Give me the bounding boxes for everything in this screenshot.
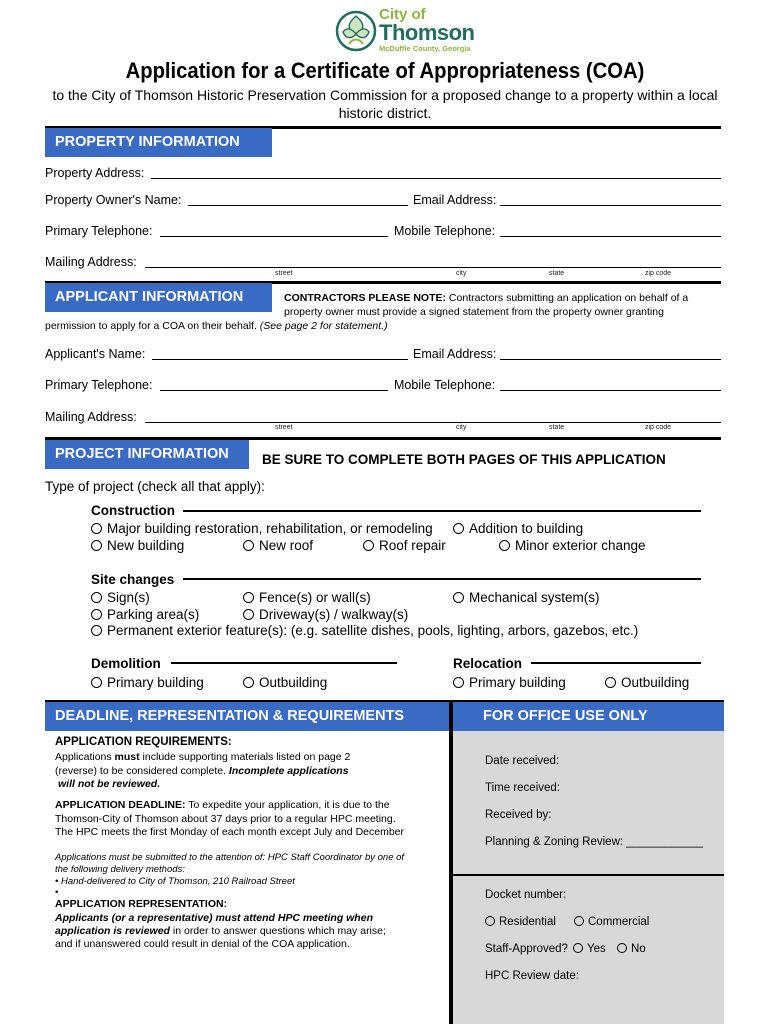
req-incomplete: Incomplete applications bbox=[228, 765, 349, 777]
representation-line2 bbox=[55, 925, 386, 939]
option-label: Outbuilding bbox=[621, 675, 690, 690]
submission-line1: Applications must be submitted to the attention of: HPC Staff Coordinator by one of bbox=[55, 852, 405, 863]
radio-icon bbox=[243, 540, 254, 551]
option-label: Roof repair bbox=[379, 538, 446, 553]
option-new-building[interactable] bbox=[91, 538, 184, 553]
radio-icon bbox=[499, 540, 510, 551]
req-text: Applications bbox=[55, 751, 115, 763]
site-changes-heading: Site changes bbox=[91, 572, 175, 587]
option-major-restoration[interactable] bbox=[91, 521, 433, 536]
option-label: Primary building bbox=[107, 675, 204, 690]
property-address-field[interactable] bbox=[151, 167, 721, 179]
option-label: Commercial bbox=[588, 916, 650, 928]
applicant-mobile-label: Mobile Telephone: bbox=[394, 378, 496, 392]
site-changes-rule bbox=[183, 578, 701, 580]
owner-phone-field[interactable] bbox=[160, 225, 388, 237]
city-logo bbox=[335, 6, 480, 56]
street-caption: street bbox=[275, 424, 293, 431]
docket-number-label: Docket number: bbox=[485, 889, 567, 901]
applicant-email-label: Email Address: bbox=[413, 347, 497, 361]
option-label: Residential bbox=[499, 916, 556, 928]
radio-icon bbox=[574, 916, 584, 926]
requirements-line3: will not be reviewed. bbox=[58, 778, 161, 790]
applicant-mailing-field[interactable] bbox=[145, 411, 721, 423]
applicant-email-field[interactable] bbox=[500, 348, 721, 360]
time-received-label: Time received: bbox=[485, 782, 560, 794]
office-section-header bbox=[453, 702, 724, 731]
radio-icon bbox=[91, 625, 102, 636]
option-label: New roof bbox=[259, 538, 314, 553]
option-label: Sign(s) bbox=[107, 590, 150, 605]
applicant-mobile-field[interactable] bbox=[500, 379, 721, 391]
zip-caption: zip code bbox=[645, 424, 672, 431]
req-text: include supporting materials listed on page 2 bbox=[139, 751, 351, 763]
complete-both-pages-banner: BE SURE TO COMPLETE BOTH PAGES OF THIS APPLICATION bbox=[262, 452, 666, 467]
submission-line3: • Hand-delivered to City of Thomson, 210 Railroad Street bbox=[55, 876, 295, 887]
owner-name-label: Property Owner's Name: bbox=[45, 193, 182, 207]
relocation-rule bbox=[531, 662, 701, 664]
rep-emphasis: application is reviewed bbox=[55, 925, 170, 937]
deadline-title: APPLICATION DEADLINE: bbox=[55, 799, 186, 811]
option-permanent-feature[interactable] bbox=[91, 623, 638, 638]
option-residential[interactable] bbox=[485, 916, 556, 928]
hpc-review-date-label: HPC Review date: bbox=[485, 970, 579, 982]
radio-icon bbox=[453, 523, 464, 534]
option-yes[interactable] bbox=[573, 943, 606, 955]
option-driveway[interactable] bbox=[243, 607, 408, 622]
option-label: Permanent exterior feature(s): (e.g. satellite dishes, pools, lighting, arbors, gazebos, etc.) bbox=[107, 623, 639, 638]
radio-icon bbox=[363, 540, 374, 551]
applicant-mailing-label: Mailing Address: bbox=[45, 410, 137, 424]
radio-icon bbox=[453, 677, 464, 688]
radio-icon bbox=[243, 609, 254, 620]
option-demo-outbuilding[interactable] bbox=[243, 675, 327, 690]
submission-line2: the following delivery methods: bbox=[55, 864, 185, 875]
option-label: Primary building bbox=[469, 675, 566, 690]
radio-icon bbox=[243, 677, 254, 688]
state-caption: state bbox=[549, 270, 565, 277]
deadline-text: To expedite your application, it is due to the bbox=[185, 799, 390, 811]
option-label: Minor exterior change bbox=[515, 538, 646, 553]
state-caption: state bbox=[549, 424, 565, 431]
owner-mailing-field[interactable] bbox=[145, 256, 721, 268]
applicant-section-header: APPLICANT INFORMATION bbox=[45, 283, 272, 312]
applicant-name-field[interactable] bbox=[152, 348, 408, 360]
radio-icon bbox=[91, 592, 102, 603]
office-header-label: FOR OFFICE USE ONLY bbox=[483, 708, 648, 724]
option-no[interactable] bbox=[617, 943, 646, 955]
staff-approved-label: Staff-Approved? bbox=[485, 943, 568, 955]
option-label: No bbox=[631, 943, 646, 955]
street-caption: street bbox=[275, 270, 293, 277]
req-must: must bbox=[114, 751, 140, 763]
property-address-label: Property Address: bbox=[45, 166, 145, 180]
zip-caption: zip code bbox=[645, 270, 672, 277]
radio-icon bbox=[91, 523, 102, 534]
radio-icon bbox=[605, 677, 616, 688]
contractor-note-ref: (See page 2 for statement.) bbox=[259, 320, 388, 332]
option-label: Driveway(s) / walkway(s) bbox=[259, 607, 409, 622]
city-caption: city bbox=[456, 270, 467, 277]
deadline-section-header: DEADLINE, REPRESENTATION & REQUIREMENTS bbox=[45, 702, 450, 731]
representation-line3: and if unanswered could result in denial of the COA application. bbox=[55, 938, 350, 950]
page-subtitle: to the City of Thomson Historic Preservation Commission for a proposed change to a property within a local historic district. bbox=[52, 87, 718, 121]
radio-icon bbox=[573, 943, 583, 953]
logo-name: Thomson bbox=[379, 20, 475, 45]
option-signs[interactable] bbox=[91, 590, 150, 605]
radio-icon bbox=[617, 943, 627, 953]
magnolia-icon bbox=[335, 8, 377, 54]
applicant-name-label: Applicant's Name: bbox=[45, 347, 146, 361]
radio-icon bbox=[91, 609, 102, 620]
owner-mobile-field[interactable] bbox=[500, 225, 721, 237]
construction-heading: Construction bbox=[91, 503, 175, 518]
req-text: (reverse) to be considered complete. bbox=[55, 765, 229, 777]
contractor-note bbox=[284, 291, 688, 305]
representation-title: APPLICATION REPRESENTATION: bbox=[55, 898, 228, 910]
contractor-note-line3-text: permission to apply for a COA on their behalf. bbox=[45, 320, 260, 332]
radio-icon bbox=[243, 592, 254, 603]
owner-mobile-label: Mobile Telephone: bbox=[394, 224, 496, 238]
contractor-note-line3 bbox=[45, 319, 388, 333]
project-type-label: Type of project (check all that apply): bbox=[45, 479, 265, 494]
contractor-note-line2: property owner must provide a signed statement from the property owner granting bbox=[284, 306, 664, 318]
option-label: New building bbox=[107, 538, 185, 553]
option-reloc-primary[interactable] bbox=[453, 675, 566, 690]
deadline-line1 bbox=[55, 799, 390, 813]
option-label: Parking area(s) bbox=[107, 607, 200, 622]
deadline-line2: Thomson-City of Thomson about 37 days prior to a regular HPC meeting. bbox=[55, 813, 396, 825]
radio-icon bbox=[485, 916, 495, 926]
option-label: Yes bbox=[587, 943, 606, 955]
construction-rule bbox=[183, 510, 701, 512]
contractor-note-line1: Contractors submitting an application on behalf of a bbox=[445, 292, 689, 304]
option-parking[interactable] bbox=[91, 607, 199, 622]
deadline-header-fill bbox=[430, 702, 449, 731]
logo-city: City of bbox=[379, 6, 426, 23]
requirements-line1 bbox=[55, 751, 350, 765]
demolition-rule bbox=[171, 662, 397, 664]
radio-icon bbox=[453, 592, 464, 603]
requirements-title: APPLICATION REQUIREMENTS: bbox=[55, 736, 232, 748]
option-demo-primary[interactable] bbox=[91, 675, 204, 690]
relocation-heading: Relocation bbox=[453, 656, 523, 671]
logo-subtitle: McDuffie County, Georgia bbox=[379, 44, 471, 53]
deadline-line3: The HPC meets the first Monday of each month except July and December bbox=[55, 826, 404, 838]
planning-zoning-label: Planning & Zoning Review: ____________ bbox=[485, 836, 704, 848]
property-section-header: PROPERTY INFORMATION bbox=[45, 128, 272, 157]
city-caption: city bbox=[456, 424, 467, 431]
option-label: Outbuilding bbox=[259, 675, 328, 690]
project-section-header: PROJECT INFORMATION bbox=[45, 440, 249, 469]
date-received-label: Date received: bbox=[485, 755, 560, 767]
radio-icon bbox=[91, 677, 102, 688]
requirements-line2 bbox=[55, 765, 349, 779]
option-label: Mechanical system(s) bbox=[469, 590, 600, 605]
received-by-label: Received by: bbox=[485, 809, 552, 821]
owner-email-label: Email Address: bbox=[413, 193, 497, 207]
option-reloc-outbuilding[interactable] bbox=[605, 675, 689, 690]
option-roof-repair[interactable] bbox=[363, 538, 446, 553]
option-new-roof[interactable] bbox=[243, 538, 313, 553]
option-addition[interactable] bbox=[453, 521, 583, 536]
option-label: Fence(s) or wall(s) bbox=[259, 590, 371, 605]
owner-email-field[interactable] bbox=[500, 194, 721, 206]
option-fences[interactable] bbox=[243, 590, 371, 605]
option-commercial[interactable] bbox=[574, 916, 649, 928]
submission-line4: • bbox=[55, 887, 59, 898]
owner-mailing-label: Mailing Address: bbox=[45, 255, 137, 269]
representation-line1: Applicants (or a representative) must attend HPC meeting when bbox=[55, 912, 373, 924]
demolition-heading: Demolition bbox=[91, 656, 161, 671]
option-minor-exterior[interactable] bbox=[499, 538, 646, 553]
owner-name-field[interactable] bbox=[188, 194, 408, 206]
option-label: Major building restoration, rehabilitation, or remodeling bbox=[107, 521, 433, 536]
applicant-phone-label: Primary Telephone: bbox=[45, 378, 153, 392]
radio-icon bbox=[91, 540, 102, 551]
option-label: Addition to building bbox=[469, 521, 584, 536]
option-mechanical[interactable] bbox=[453, 590, 600, 605]
applicant-phone-field[interactable] bbox=[160, 379, 388, 391]
rep-text: in order to answer questions which may arise; bbox=[169, 925, 386, 937]
contractor-note-title: CONTRACTORS PLEASE NOTE: bbox=[284, 292, 446, 304]
page-title: Application for a Certificate of Appropriateness (COA) bbox=[125, 58, 645, 83]
owner-phone-label: Primary Telephone: bbox=[45, 224, 153, 238]
